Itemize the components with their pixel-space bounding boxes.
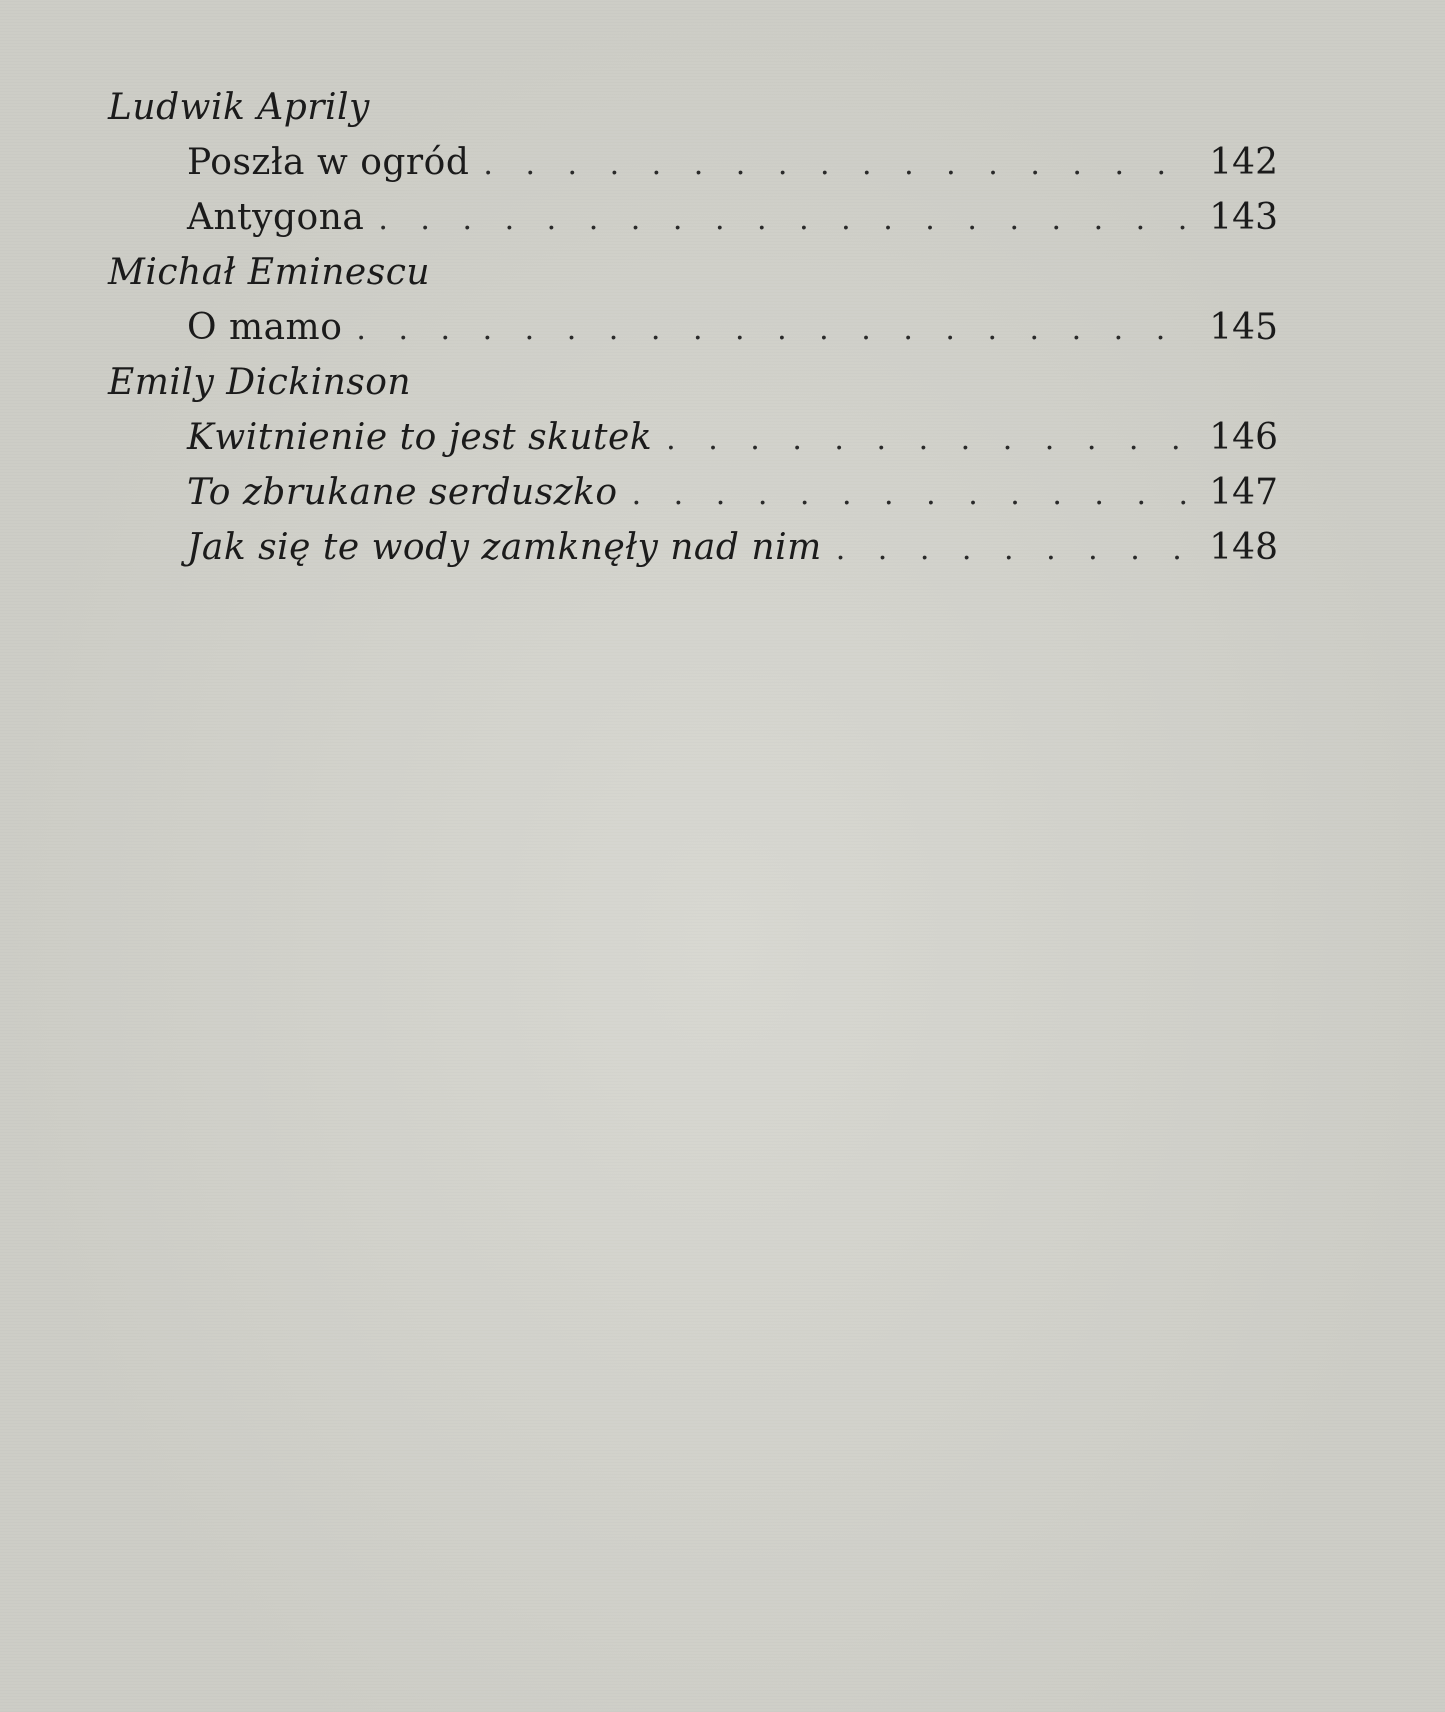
page-number: 142 (1209, 142, 1278, 183)
author-heading: Michał Eminescu (108, 252, 431, 293)
dot-leader (483, 137, 1196, 192)
toc-entry (187, 410, 1278, 465)
dot-leader (356, 302, 1196, 357)
entry-title: Jak się te wody zamknęły nad nim (187, 527, 822, 568)
dot-leader (378, 192, 1196, 247)
toc-entry (187, 190, 1278, 245)
page-number: 145 (1209, 307, 1278, 348)
entry-title: Antygona (187, 197, 365, 238)
toc-entry (187, 300, 1278, 355)
page-number: 147 (1209, 472, 1278, 513)
dot-leader (632, 467, 1196, 522)
author-heading: Emily Dickinson (108, 362, 412, 403)
page-number: 148 (1209, 527, 1278, 568)
entry-title: Poszła w ogród (187, 142, 470, 183)
dot-leader (666, 412, 1196, 467)
entry-title: To zbrukane serduszko (187, 472, 618, 513)
toc-entry (187, 520, 1278, 575)
entry-title: Kwitnienie to jest skutek (187, 417, 653, 458)
page-number: 146 (1209, 417, 1278, 458)
author-heading: Ludwik Aprily (108, 87, 370, 128)
toc-entry (187, 135, 1278, 190)
entry-title: O mamo (187, 307, 343, 348)
page-number: 143 (1209, 197, 1278, 238)
table-of-contents (108, 80, 1278, 575)
dot-leader (836, 522, 1196, 577)
toc-entry (187, 465, 1278, 520)
